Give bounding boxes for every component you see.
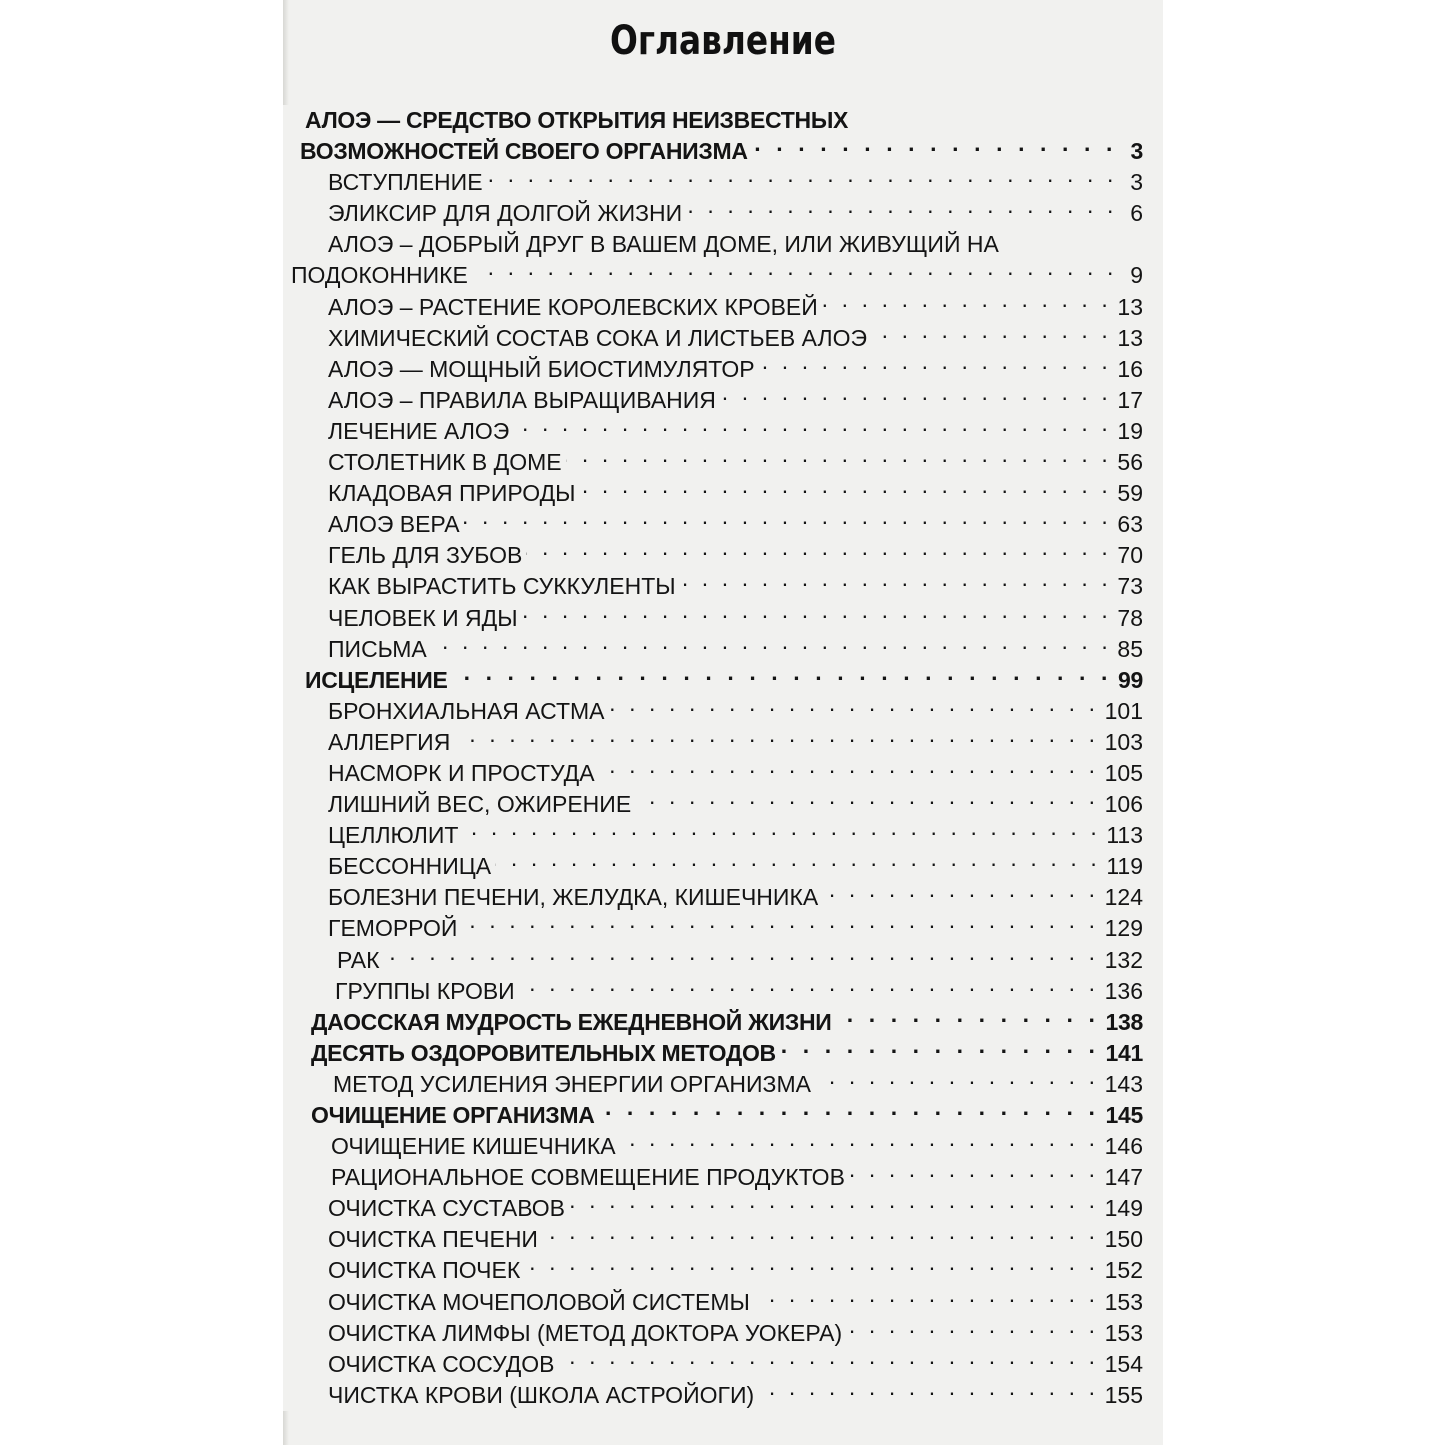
toc-entry: [283, 750, 1143, 786]
dot-leader: [524, 1247, 1098, 1278]
dot-leader: [822, 874, 1098, 905]
toc-entry-title: ВОЗМОЖНОСТЕЙ СВОЕГО ОРГАНИЗМА: [283, 136, 752, 167]
toc-entry-title: РАК: [283, 945, 384, 976]
toc-entry-title: ОЧИСТКА ПОЧЕК: [283, 1255, 524, 1286]
dot-leader: [454, 719, 1098, 750]
toc-entry-title: БРОНХИАЛЬНАЯ АСТМА: [283, 696, 609, 727]
toc-entry-page: 152: [1099, 1255, 1143, 1286]
toc-entry: [283, 843, 1143, 880]
toc-entry-section: [283, 999, 1143, 1035]
toc-entry-title: ОЧИЩЕНИЕ КИШЕЧНИКА: [283, 1131, 620, 1162]
dot-leader: [559, 1341, 1099, 1372]
toc-entry: [283, 1185, 1143, 1222]
dot-leader: [852, 97, 1117, 128]
toc-entry-page: 154: [1099, 1349, 1143, 1380]
toc-entry-title: СТОЛЕТНИК В ДОМЕ: [283, 447, 566, 478]
toc-entry-page: 103: [1099, 727, 1143, 758]
toc-entry-page: 119: [1100, 851, 1143, 882]
toc-entry-title: ОЧИЩЕНИЕ ОРГАНИЗМА: [283, 1100, 599, 1131]
toc-entry-title: ПОДОКОННИКЕ: [283, 260, 472, 291]
toc-entry-section: [283, 657, 1143, 693]
dot-leader: [871, 315, 1111, 346]
dot-leader: [780, 1030, 1100, 1061]
toc-entry-page: 113: [1100, 820, 1143, 851]
toc-entry-page: 153: [1099, 1287, 1143, 1318]
toc-entry-page: 105: [1099, 758, 1143, 789]
dot-leader: [620, 1123, 1099, 1154]
toc-entry: [283, 905, 1143, 942]
toc-entry-page: 6: [1117, 198, 1143, 229]
toc-entry-title: ХИМИЧЕСКИЙ СОСТАВ СОКА И ЛИСТЬЕВ АЛОЭ: [283, 323, 871, 354]
toc-entry-section: [283, 1092, 1143, 1128]
toc-entry-page: 78: [1111, 603, 1143, 634]
toc-entry: [283, 1154, 1143, 1191]
toc-entry-page: 13: [1111, 323, 1143, 354]
toc-entry-title: АЛОЭ — СРЕДСТВО ОТКРЫТИЯ НЕИЗВЕСТНЫХ: [283, 105, 852, 136]
toc-entry-page: 59: [1111, 478, 1143, 509]
dot-leader: [815, 1061, 1099, 1092]
toc-entry: [283, 408, 1143, 444]
toc-entry: [283, 968, 1143, 1004]
toc-entry-page: 145: [1100, 1100, 1143, 1131]
toc-entry: [283, 1247, 1143, 1284]
toc-entry-page: 70: [1111, 540, 1143, 571]
toc-entry-page: 153: [1099, 1318, 1143, 1349]
toc-entry-title: НАСМОРК И ПРОСТУДА: [283, 758, 599, 789]
toc-entry: [283, 501, 1143, 538]
toc-entry-title: АЛОЭ — МОЩНЫЙ БИОСТИМУЛЯТОР: [283, 354, 759, 385]
toc-entry-title: ЧЕЛОВЕК И ЯДЫ: [283, 603, 522, 634]
dot-leader: [519, 968, 1099, 999]
dot-leader: [513, 408, 1111, 439]
dot-leader: [599, 750, 1099, 781]
dot-leader: [566, 439, 1112, 470]
toc-entry-title: АЛЛЕРГИЯ: [283, 727, 454, 758]
dot-leader: [752, 128, 1117, 159]
dot-leader: [461, 905, 1098, 936]
toc-entry-page: 99: [1112, 665, 1143, 696]
toc-entry-title: ЛИШНИЙ ВЕС, ОЖИРЕНИЕ: [283, 789, 635, 820]
toc-entry-title: МЕТОД УСИЛЕНИЯ ЭНЕРГИИ ОРГАНИЗМА: [283, 1069, 815, 1100]
toc-entry: [283, 781, 1143, 818]
toc-entry: [283, 812, 1143, 849]
toc-entry-title: АЛОЭ – ПРАВИЛА ВЫРАЩИВАНИЯ: [283, 385, 720, 416]
toc-entry: [283, 1216, 1143, 1253]
dot-leader: [754, 1279, 1099, 1310]
dot-leader: [599, 1092, 1100, 1123]
toc-entry-title: БОЛЕЗНИ ПЕЧЕНИ, ЖЕЛУДКА, КИШЕЧНИКА: [283, 882, 822, 913]
dot-leader: [495, 843, 1100, 874]
toc-entry-page: 149: [1099, 1193, 1143, 1224]
dot-leader: [822, 284, 1112, 315]
toc-entry-title: ИСЦЕЛЕНИЕ: [283, 665, 452, 696]
toc-entry: [283, 563, 1143, 600]
toc-entry-title: ЧИСТКА КРОВИ (ШКОЛА АСТРОЙОГИ): [283, 1380, 758, 1411]
toc-entry-title: ОЧИСТКА МОЧЕПОЛОВОЙ СИСТЕМЫ: [283, 1287, 754, 1318]
dot-leader: [846, 1310, 1098, 1341]
toc-entry-title: АЛОЭ – ДОБРЫЙ ДРУГ В ВАШЕМ ДОМЕ, ИЛИ ЖИВУЩИЙ НА: [283, 229, 1003, 260]
table-of-contents: [283, 97, 1143, 1408]
toc-entry-title: ОЧИСТКА СОСУДОВ: [283, 1349, 559, 1380]
toc-entry-page: 143: [1099, 1069, 1143, 1100]
dot-leader: [384, 937, 1099, 968]
dot-leader: [464, 501, 1112, 532]
dot-leader: [472, 252, 1117, 283]
toc-entry-page: 155: [1099, 1380, 1143, 1411]
toc-entry-page: 63: [1111, 509, 1143, 540]
toc-entry-title: ВСТУПЛЕНИЕ: [283, 167, 487, 198]
dot-leader: [720, 377, 1111, 408]
toc-entry-page: 146: [1099, 1131, 1143, 1162]
toc-entry-title: ГЕЛЬ ДЛЯ ЗУБОВ: [283, 540, 526, 571]
toc-entry: [283, 719, 1143, 755]
toc-entry-title: ДЕСЯТЬ ОЗДОРОВИТЕЛЬНЫХ МЕТОДОВ: [283, 1038, 780, 1069]
dot-leader: [849, 1154, 1099, 1185]
toc-entry: [283, 1310, 1143, 1346]
toc-entry: [283, 284, 1143, 320]
toc-entry: [283, 688, 1143, 724]
toc-entry: [283, 346, 1143, 382]
toc-entry-page: 13: [1111, 292, 1143, 323]
toc-entry-page: 19: [1111, 416, 1143, 447]
toc-entry-page: 124: [1099, 882, 1143, 913]
toc-entry: [283, 1341, 1143, 1377]
dot-leader: [580, 470, 1112, 501]
dot-leader: [462, 812, 1100, 843]
toc-entry-page: 9: [1117, 260, 1143, 291]
toc-entry: [283, 1061, 1143, 1097]
toc-entry: [283, 377, 1143, 413]
dot-leader: [635, 781, 1098, 812]
dot-leader: [759, 346, 1112, 377]
toc-entry-title: РАЦИОНАЛЬНОЕ СОВМЕЩЕНИЕ ПРОДУКТОВ: [283, 1162, 849, 1193]
toc-entry: [283, 315, 1143, 351]
toc-entry: [283, 595, 1143, 631]
toc-entry-title: ОЧИСТКА ЛИМФЫ (МЕТОД ДОКТОРА УОКЕРА): [283, 1318, 846, 1349]
dot-leader: [680, 563, 1112, 594]
toc-entry: [283, 221, 1143, 258]
toc-entry: [283, 1279, 1143, 1315]
dot-leader: [452, 657, 1112, 688]
toc-entry-section: [283, 128, 1143, 165]
toc-entry-page: 17: [1111, 385, 1143, 416]
toc-entry-title: ОЧИСТКА ПЕЧЕНИ: [283, 1224, 542, 1255]
dot-leader: [609, 688, 1099, 719]
toc-entry-page: 101: [1099, 696, 1143, 727]
toc-entry-title: ЭЛИКСИР ДЛЯ ДОЛГОЙ ЖИЗНИ: [283, 198, 686, 229]
toc-entry-page: 141: [1100, 1038, 1143, 1069]
toc-entry-page: 138: [1100, 1007, 1143, 1038]
toc-entry-page: 16: [1111, 354, 1143, 385]
toc-entry-title: КАК ВЫРАСТИТЬ СУККУЛЕНТЫ: [283, 571, 680, 602]
toc-entry-page: 3: [1117, 136, 1143, 167]
toc-entry-page: 73: [1111, 571, 1143, 602]
toc-entry-title: КЛАДОВАЯ ПРИРОДЫ: [283, 478, 580, 509]
toc-entry-title: ПИСЬМА: [283, 634, 431, 665]
toc-entry: [283, 626, 1143, 662]
dot-leader: [542, 1216, 1099, 1247]
toc-entry: [283, 937, 1143, 973]
toc-entry-page: 150: [1099, 1224, 1143, 1255]
toc-entry-title: АЛОЭ ВЕРА: [283, 509, 464, 540]
dot-leader: [431, 626, 1112, 657]
toc-entry-title: ДАОССКАЯ МУДРОСТЬ ЕЖЕДНЕВНОЙ ЖИЗНИ: [283, 1007, 836, 1038]
toc-entry-page: 132: [1099, 945, 1143, 976]
toc-entry-title: ЛЕЧЕНИЕ АЛОЭ: [283, 416, 513, 447]
dot-leader: [758, 1372, 1098, 1403]
toc-entry-page: 147: [1099, 1162, 1143, 1193]
toc-entry-page: 129: [1099, 913, 1143, 944]
dot-leader: [569, 1185, 1099, 1216]
toc-entry-section: [283, 97, 1143, 133]
toc-entry-title: ОЧИСТКА СУСТАВОВ: [283, 1193, 569, 1224]
toc-entry-section: [283, 1030, 1143, 1066]
toc-entry: [283, 1123, 1143, 1160]
toc-entry-page: 136: [1099, 976, 1143, 1007]
dot-leader: [487, 159, 1117, 190]
toc-entry: [283, 1372, 1143, 1408]
toc-entry-page: 85: [1111, 634, 1143, 665]
toc-entry: [283, 159, 1143, 196]
page-title: Оглавление: [609, 18, 837, 64]
toc-entry-title: ЦЕЛЛЮЛИТ: [283, 820, 462, 851]
toc-entry-title: ГРУППЫ КРОВИ: [283, 976, 519, 1007]
dot-leader: [836, 999, 1100, 1030]
book-page: [283, 0, 1163, 1445]
dot-leader: [686, 190, 1117, 221]
toc-entry-title: БЕССОННИЦА: [283, 851, 495, 882]
toc-entry: [283, 190, 1143, 227]
toc-entry: [283, 470, 1143, 507]
toc-entry: [283, 874, 1143, 911]
toc-entry-page: 106: [1099, 789, 1143, 820]
toc-entry-title: АЛОЭ – РАСТЕНИЕ КОРОЛЕВСКИХ КРОВЕЙ: [283, 292, 822, 323]
toc-entry: [283, 439, 1143, 476]
toc-entry-page: 3: [1117, 167, 1143, 198]
toc-entry: [283, 252, 1143, 289]
toc-entry-page: 56: [1111, 447, 1143, 478]
toc-entry-title: ГЕМОРРОЙ: [283, 913, 461, 944]
dot-leader: [526, 532, 1111, 563]
dot-leader: [522, 595, 1112, 626]
toc-entry: [283, 532, 1143, 569]
dot-leader: [1003, 221, 1117, 252]
